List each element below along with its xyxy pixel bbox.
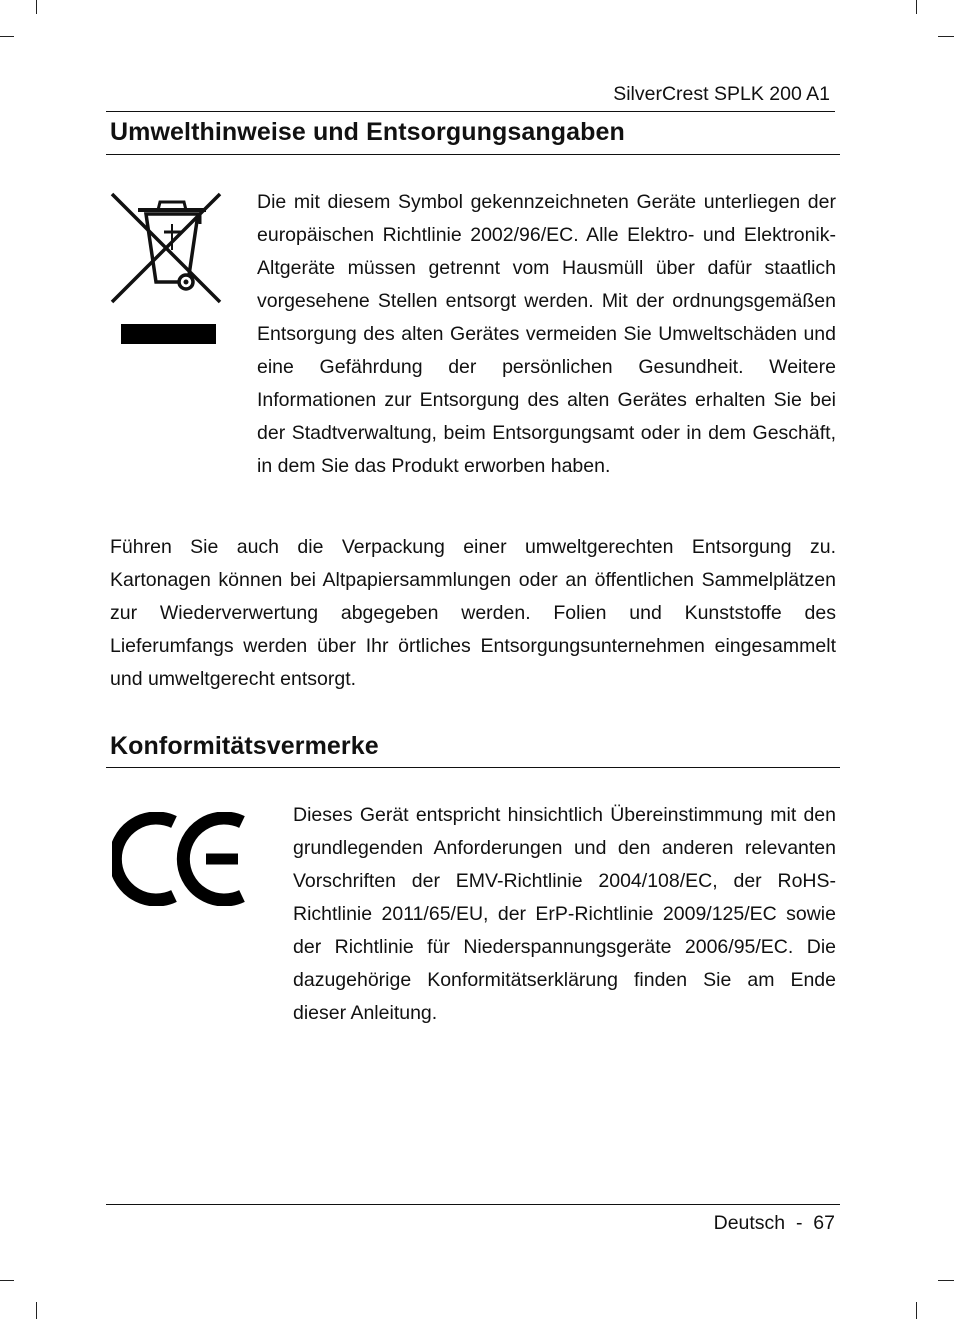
packaging-paragraph: Führen Sie auch die Verpackung einer umweltgerechten Entsorgung zu. Kartonagen können bei Altpapiersammlungen oder an öffentlichen Sammelplätzen zur Wiederverwertung abgegeben werden. Folien und Kunststoffe des Lieferumfangs werden über Ihr örtliches Entsorgungsunternehmen eingesammelt und umweltgerecht entsorgt. (110, 536, 836, 690)
weee-crossed-bin-icon (108, 190, 226, 350)
crop-mark (36, 1302, 37, 1319)
running-head: SilverCrest SPLK 200 A1 (613, 83, 830, 105)
crop-mark (36, 0, 37, 14)
section-heading-environment: Umwelthinweise und Entsorgungsangaben (110, 118, 625, 146)
conformity-paragraph: Dieses Gerät entspricht hinsichtlich Übereinstimmung mit den grundlegenden Anforderungen und den anderen relevanten Vorschriften der EMV-Richtlinie 2004/108/EC, der RoHS-Richtlinie 2011/65/EU, der ErP-Richtlinie 2009/125/EC sowie der Richtlinie für Niederspannungsgeräte 2006/95/EC. Die dazugehörige Konformitätserklärung finden Sie am Ende dieser Anleitung. (293, 804, 836, 1024)
crop-mark (0, 1280, 14, 1281)
section-rule (106, 154, 840, 155)
crop-mark (938, 36, 954, 37)
crop-mark (916, 1302, 917, 1319)
crop-mark (0, 36, 14, 37)
section-rule (106, 767, 840, 768)
footer-rule (106, 1204, 840, 1205)
section-heading-conformity: Konformitätsvermerke (110, 732, 379, 760)
header-rule (106, 111, 835, 112)
page-number: Deutsch - 67 (713, 1212, 835, 1234)
ce-mark-icon (112, 812, 248, 906)
crop-mark (916, 0, 917, 14)
crop-mark (938, 1280, 954, 1281)
weee-paragraph: Die mit diesem Symbol gekennzeichneten Geräte unterliegen der europäischen Richtlinie 2002/96/EC. Alle Elektro- und Elektronik-Altgeräte müssen getrennt vom Hausmüll über dafür staatlich vorgesehene Stellen entsorgt werden. Mit der ordnungsgemäßen Entsorgung des alten Gerätes vermeiden Sie Umweltschäden und eine Gefährdung der persönlichen Gesundheit. Weitere Informationen zur Entsorgung des alten Gerätes erhalten Sie bei der Stadtverwaltung, beim Entsorgungsamt oder in dem Geschäft, in dem Sie das Produkt erworben haben. (257, 191, 836, 477)
